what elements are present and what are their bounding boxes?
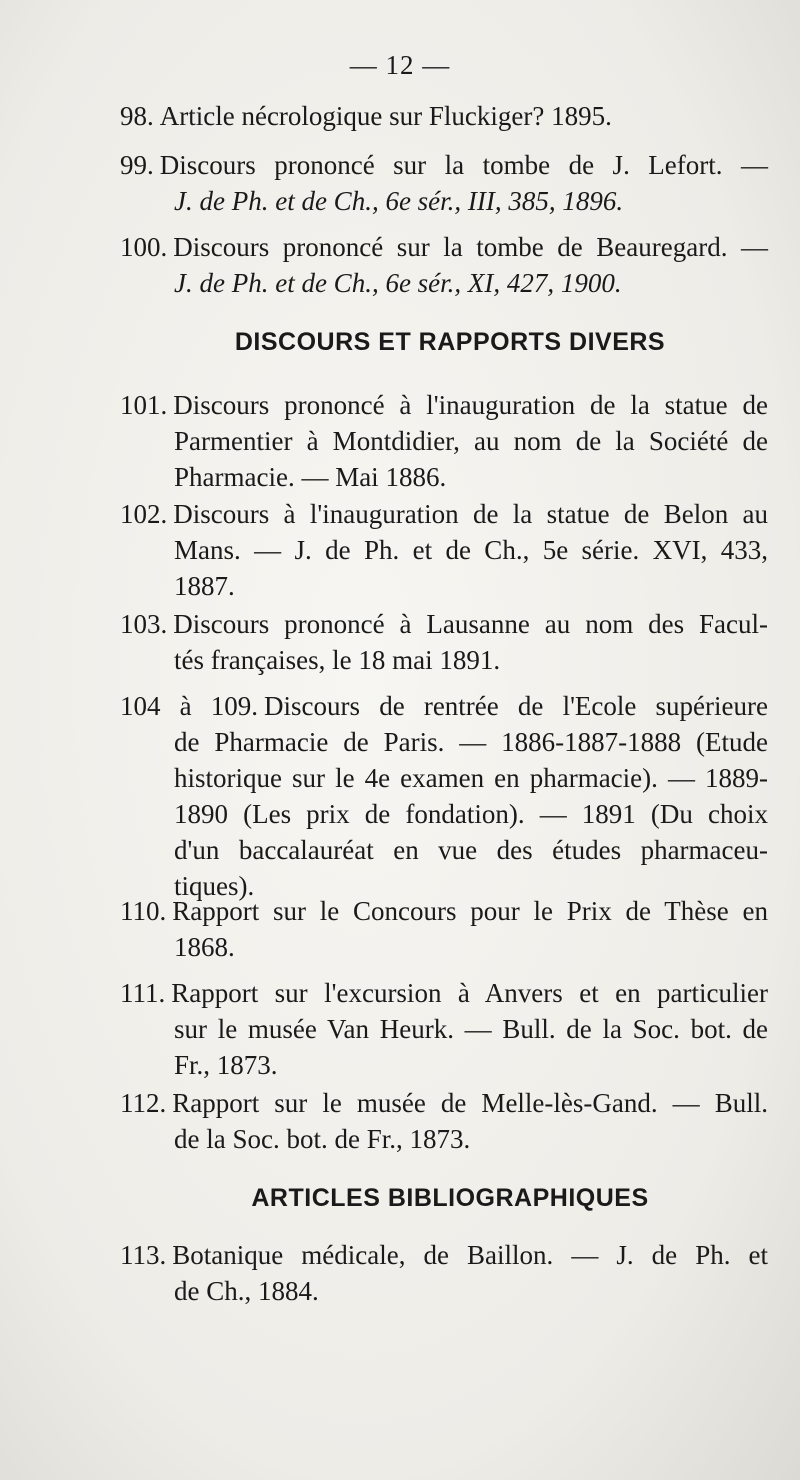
page-number: — 12 —	[349, 50, 451, 80]
entry-text: de la Soc. bot. de Fr., 1873.	[174, 1124, 471, 1154]
entry-111	[120, 975, 768, 1083]
section-heading-discours: DISCOURS ET RAPPORTS DIVERS	[234, 328, 666, 356]
entry-101	[120, 387, 768, 495]
entry-103	[120, 606, 768, 678]
entry-112	[120, 1085, 768, 1157]
section-heading-articles: ARTICLES BIBLIOGRAPHIQUES	[251, 1184, 649, 1212]
entry-text: tiques).	[174, 871, 255, 901]
entry-number: 103.	[120, 609, 168, 639]
entry-number: 111.	[120, 978, 166, 1008]
entry-text: d'un baccalauréat en vue des études pharmaceu-	[174, 835, 768, 865]
entry-number: 113.	[120, 1240, 167, 1270]
entry-99	[120, 147, 768, 219]
entry-number: 98.	[120, 101, 154, 131]
entry-text: Discours prononcé sur la tombe de J. Lefort. —	[159, 150, 768, 180]
entry-text: Discours prononcé à l'inauguration de la statue de	[173, 390, 768, 420]
entry-text: Fr., 1873.	[174, 1050, 278, 1080]
entry-text: de Ch., 1884.	[174, 1276, 319, 1306]
entry-text: Discours à l'inauguration de la statue de Belon au	[173, 499, 768, 529]
entry-text: Mans. — J. de Ph. et de Ch., 5e série. XVI, 433,	[174, 535, 768, 565]
entry-text: Discours prononcé à Lausanne au nom des Facul-	[173, 609, 768, 639]
entry-113	[120, 1237, 768, 1309]
entry-100	[120, 229, 768, 301]
entry-number: 102.	[120, 499, 168, 529]
entry-text: historique sur le 4e examen en pharmacie). — 1889-	[174, 763, 768, 793]
entry-text: Rapport sur le musée de Melle-lès-Gand. — Bull.	[172, 1088, 768, 1118]
entry-102	[120, 496, 768, 604]
entry-text: 1868.	[174, 932, 235, 962]
entry-text: 1887.	[174, 571, 235, 601]
entry-number: 99.	[120, 150, 154, 180]
entry-text: Article nécrologique sur Fluckiger? 1895.	[159, 101, 612, 131]
entry-number: 101.	[120, 390, 168, 420]
entry-number: 110.	[120, 896, 167, 926]
entry-text: J. de Ph. et de Ch., 6e sér., III, 385, 1896.	[174, 186, 624, 216]
entry-text: de Pharmacie de Paris. — 1886-1887-1888 (Etude	[174, 727, 768, 757]
entry-text: Botanique médicale, de Baillon. — J. de Ph. et	[172, 1240, 768, 1270]
entry-number: 112.	[120, 1088, 167, 1118]
entry-110	[120, 893, 768, 965]
entry-text: 1890 (Les prix de fondation). — 1891 (Du choix	[174, 799, 768, 829]
entry-text: Rapport sur l'excursion à Anvers et en particulier	[171, 978, 768, 1008]
entry-text: Rapport sur le Concours pour le Prix de Thèse en	[172, 896, 768, 926]
entry-text: Parmentier à Montdidier, au nom de la Société de	[174, 426, 768, 456]
entry-104-109	[120, 688, 768, 904]
entry-text: Pharmacie. — Mai 1886.	[174, 462, 447, 492]
entry-text: J. de Ph. et de Ch., 6e sér., XI, 427, 1900.	[174, 268, 622, 298]
entry-text: Discours prononcé sur la tombe de Beauregard. —	[173, 232, 768, 262]
entry-text: sur le musée Van Heurk. — Bull. de la Soc. bot. de	[174, 1014, 768, 1044]
entry-number: 104 à 109.	[120, 691, 259, 721]
entry-text: tés françaises, le 18 mai 1891.	[174, 645, 501, 675]
entry-number: 100.	[120, 232, 168, 262]
entry-98	[120, 98, 768, 134]
entry-text: Discours de rentrée de l'Ecole supérieure	[264, 691, 768, 721]
